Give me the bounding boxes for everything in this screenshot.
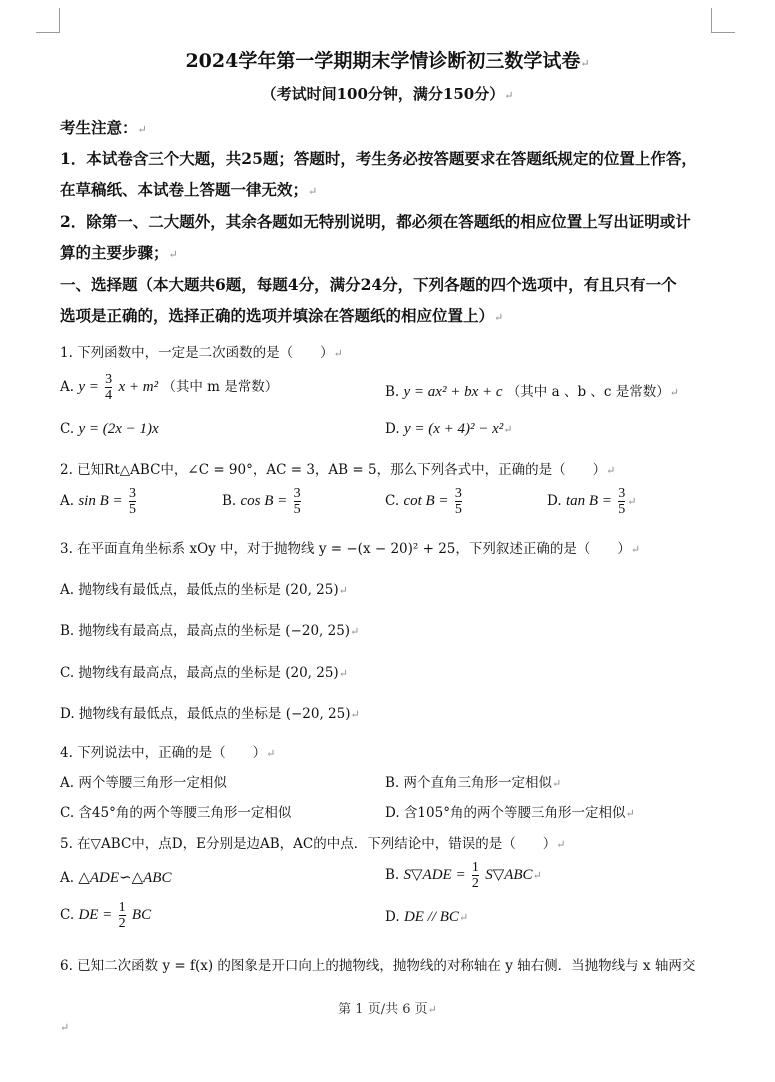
crop-mark-top-right-horizontal bbox=[711, 32, 735, 33]
question-3-option-a: A. 抛物线有最低点，最低点的坐标是 (20, 25)↵ bbox=[60, 582, 348, 598]
question-5-stem: 5. 在▽ABC中，点D，E分别是边AB，AC的中点．下列结论中，错误的是（ ）↵ bbox=[60, 836, 566, 852]
section-1-line-1: 一、选择题（本大题共6题，每题4分，满分24分，下列各题的四个选项中，有且只有一个 bbox=[60, 275, 677, 294]
final-paragraph-mark: ↵ bbox=[60, 1021, 70, 1034]
question-1-option-a: A. y = $\frac{3}{4}$ x + m² （其中 m 是常数） bbox=[60, 372, 279, 403]
notice-item-1-line-2: 在草稿纸、本试卷上答题一律无效；↵ bbox=[60, 180, 318, 199]
exam-subtitle: （考试时间100分钟，满分150分）↵ bbox=[261, 85, 514, 103]
notice-item-1-line-1: 1．本试卷含三个大题，共25题；答题时，考生务必按答题要求在答题纸规定的位置上作答， bbox=[60, 149, 697, 168]
fraction: $\frac{3}{4}$ bbox=[105, 372, 113, 403]
question-5-option-a: A. △ADE∽△ABC bbox=[60, 870, 172, 886]
question-2-stem: 2. 已知Rt△ABC中，∠C = 90°，AC = 3，AB = 5，那么下列各式中，正确的是（ ）↵ bbox=[60, 462, 616, 478]
question-4-option-a: A. 两个等腰三角形一定相似 bbox=[60, 775, 227, 791]
question-4-stem: 4. 下列说法中，正确的是（ ）↵ bbox=[60, 745, 276, 761]
question-3-option-d: D. 抛物线有最低点，最低点的坐标是 (−20, 25)↵ bbox=[60, 706, 360, 722]
question-6-stem: 6. 已知二次函数 y = f(x) 的图象是开口向上的抛物线，抛物线的对称轴在 y 轴右侧．当抛物线与 x 轴两交 bbox=[60, 958, 696, 974]
question-2-option-d: D. tan B = $\frac{3}{5}$ ↵ bbox=[547, 486, 637, 517]
question-4-option-b: B. 两个直角三角形一定相似↵ bbox=[385, 775, 562, 791]
section-1-line-2: 选项是正确的，选择正确的选项并填涂在答题纸的相应位置上）↵ bbox=[60, 306, 504, 325]
question-4-option-d: D. 含105°角的两个等腰三角形一定相似↵ bbox=[385, 805, 635, 821]
question-1-option-c: C. y = (2x − 1)x bbox=[60, 421, 159, 437]
crop-mark-top-left-horizontal bbox=[36, 32, 60, 33]
exam-title: 2024学年第一学期期末学情诊断初三数学试卷↵ bbox=[185, 50, 590, 72]
question-3-option-c: C. 抛物线有最高点，最高点的坐标是 (20, 25)↵ bbox=[60, 665, 348, 681]
question-4-option-c: C. 含45°角的两个等腰三角形一定相似 bbox=[60, 805, 292, 821]
question-1-option-b: B. y = ax² + bx + c （其中 a 、b 、c 是常数）↵ bbox=[385, 384, 679, 400]
question-3-stem: 3. 在平面直角坐标系 xOy 中，对于抛物线 y = −(x − 20)² + 25，下列叙述正确的是（ ）↵ bbox=[60, 541, 641, 557]
crop-mark-top-right-vertical bbox=[711, 8, 712, 32]
notice-heading: 考生注意：↵ bbox=[60, 118, 147, 137]
crop-mark-top-left-vertical bbox=[59, 8, 60, 32]
question-3-option-b: B. 抛物线有最高点，最高点的坐标是 (−20, 25)↵ bbox=[60, 623, 360, 639]
question-5-option-d: D. DE // BC↵ bbox=[385, 909, 469, 925]
question-2-option-b: B. cos B = $\frac{3}{5}$ bbox=[222, 486, 301, 517]
question-5-option-b: B. S▽ADE = $\frac{1}{2}$ S▽ABC↵ bbox=[385, 860, 542, 891]
question-1-option-d: D. y = (x + 4)² − x²↵ bbox=[385, 421, 513, 437]
page-footer: 第 1 页/共 6 页↵ bbox=[338, 1002, 437, 1017]
question-5-option-c: C. DE = $\frac{1}{2}$ BC bbox=[60, 900, 152, 931]
notice-item-2-line-1: 2．除第一、二大题外，其余各题如无特别说明，都必须在答题纸的相应位置上写出证明或计 bbox=[60, 212, 691, 231]
question-2-option-c: C. cot B = $\frac{3}{5}$ bbox=[385, 486, 462, 517]
notice-item-2-line-2: 算的主要步骤；↵ bbox=[60, 243, 178, 262]
question-2-option-a: A. sin B = $\frac{3}{5}$ bbox=[60, 486, 136, 517]
question-1-stem: 1. 下列函数中，一定是二次函数的是（ ）↵ bbox=[60, 345, 343, 361]
